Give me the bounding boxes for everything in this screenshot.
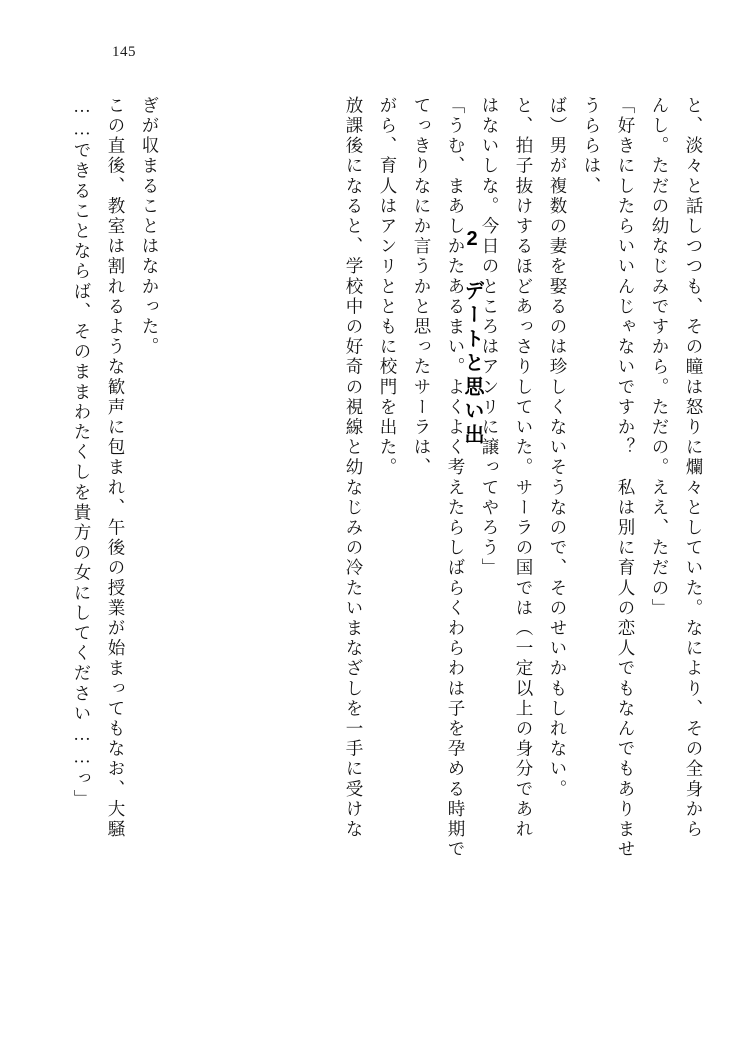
text-column: この直後、教室は割れるような歓声に包まれ、午後の授業が始まってもなお、大騒: [106, 96, 126, 840]
text-column: ……できることならば、そのままわたくしを貴方の女にしてください……っ」: [72, 96, 92, 810]
text-column: 放課後になると、学校中の好奇の視線と幼なじみの冷たいまなざしを一手に受けな: [344, 96, 364, 840]
text-column-spacer: [298, 96, 328, 976]
text-column: うららは、: [582, 96, 602, 197]
text-column: と、淡々と話しつつも、その瞳は怒りに爛々としていた。なにより、その全身から: [684, 96, 704, 840]
text-column-spacer: [196, 96, 226, 976]
text-column: がら、育人はアンリとともに校門を出た。: [378, 96, 398, 478]
text-column: と、拍子抜けするほどあっさりしていた。サーラの国では（一定以上の身分であれ: [514, 96, 534, 840]
text-column: てっきりなにか言うかと思ったサーラは、: [412, 96, 432, 478]
text-column: んし。ただの幼なじみですから。ただの。ええ、ただの」: [650, 96, 670, 619]
text-column: はないしな。今日のところはアンリに譲ってやろう」: [480, 96, 500, 579]
text-column-spacer: [264, 96, 294, 976]
text-column: ば）男が複数の妻を娶るのは珍しくないそうなので、そのせいかもしれない。: [548, 96, 568, 800]
section-heading: 2 デートと思い出: [461, 228, 483, 448]
text-column: 「うむ、まあしかたあるまい。よくよく考えたらしばらくわらわは子を孕める時期で: [446, 96, 466, 860]
text-column-spacer: [162, 96, 192, 976]
vertical-text-body: [56, 96, 702, 976]
text-column: ぎが収まることはなかった。: [140, 96, 160, 358]
text-column: 「好きにしたらいいんじゃないですか？ 私は別に育人の恋人でもなんでもありませ: [616, 96, 636, 860]
page-number: 145: [112, 44, 136, 60]
heading-column-spacer: [230, 96, 260, 976]
